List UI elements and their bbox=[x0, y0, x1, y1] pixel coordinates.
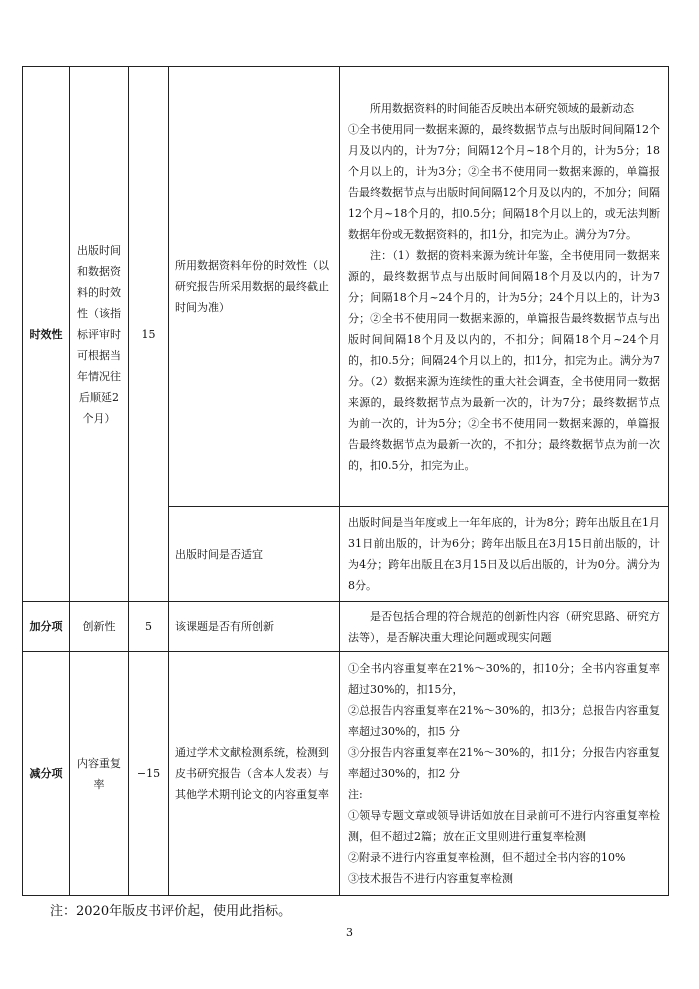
category-deduction: 减分项 bbox=[23, 652, 70, 896]
indicator-duplication: 内容重复率 bbox=[70, 652, 129, 896]
rule-paragraph: ①全书内容重复率在21%～30%的，扣10分；全书内容重复率超过30%的，扣15分， bbox=[348, 662, 660, 696]
rule-data-timeliness bbox=[340, 67, 669, 507]
point-duplication: 通过学术文献检测系统，检测到皮书研究报告（含本人发表）与其他学术期刊论文的内容重复率 bbox=[169, 652, 340, 896]
score-bonus: 5 bbox=[129, 602, 169, 652]
page-number: 3 bbox=[346, 926, 353, 939]
category-timeliness: 时效性 bbox=[23, 67, 70, 602]
indicator-timeliness: 出版时间和数据资料的时效性（该指标评审时可根据当年情况往后顺延2个月） bbox=[70, 67, 129, 602]
rule-paragraph: ①全书使用同一数据来源的，最终数据节点与出版时间间隔12个月及以内的，计为7分；间隔12个月~18个月的，计为5分；18个月以上的，计为3分；②全书不使用同一数据来源的，单篇报告最终数据节点与出版时间间隔12个月及以内的，不加分；间隔12个月~18个月的，扣0.5分；间隔18个月以上的，或无法判断数据年份或无数据资料的，扣1分，扣完为止。满分为7分。 bbox=[348, 122, 660, 241]
rule-paragraph: 注：（1）数据的资料来源为统计年鉴，全书使用同一数据来源的，最终数据节点与出版时间间隔18个月及以内的，计为7分；间隔18个月~24个月的，计为5分；24个月以上的，计为3分；②全书不使用同一数据来源的，单篇报告最终数据节点与出版时间间隔18个月及以内的，不扣分；间隔18个月~24个月的，扣0.5分；间隔24个月以上的，扣1分，扣完为止。满分为7分。（2）数据来源为连续性的重大社会调查，全书使用同一数据来源的，最终数据节点为最新一次的，计为7分；最终数据节点为前一次的，计为5分；②全书不使用同一数据来源的，单篇报告最终数据节点为最新一次的，不扣分；最终数据节点为前一次的，扣0.5分，扣完为止。 bbox=[348, 248, 660, 472]
point-innovation: 该课题是否有所创新 bbox=[169, 602, 340, 652]
footnote: 注：2020年版皮书评价起，使用此指标。 bbox=[50, 904, 292, 919]
table-row bbox=[23, 652, 669, 896]
rule-paragraph: 所用数据资料的时间能否反映出本研究领域的最新动态 bbox=[370, 101, 634, 115]
table-row bbox=[23, 67, 669, 507]
rule-paragraph: ②总报告内容重复率在21%～30%的，扣3分；总报告内容重复率超过30%的，扣5 分 bbox=[348, 704, 660, 738]
evaluation-table bbox=[22, 66, 669, 896]
point-publish-time: 出版时间是否适宜 bbox=[169, 507, 340, 602]
table-row bbox=[23, 602, 669, 652]
rule-innovation: 是否包括合理的符合规范的创新性内容（研究思路、研究方法等），是否解决重大理论问题或现实问题 bbox=[340, 602, 669, 652]
rule-paragraph: ①领导专题文章或领导讲话如放在目录前可不进行内容重复率检测，但不超过2篇；放在正文里则进行重复率检测 bbox=[348, 809, 660, 843]
rule-duplication bbox=[340, 652, 669, 896]
rule-paragraph: ③分报告内容重复率在21%～30%的，扣1分；分报告内容重复率超过30%的，扣2 分 bbox=[348, 746, 660, 780]
score-deduction: −15 bbox=[129, 652, 169, 896]
rule-paragraph: ②附录不进行内容重复率检测，但不超过全书内容的10% bbox=[348, 851, 626, 864]
rule-paragraph: 注: bbox=[348, 788, 363, 801]
score-timeliness: 15 bbox=[129, 67, 169, 602]
category-bonus: 加分项 bbox=[23, 602, 70, 652]
rule-publish-time: 出版时间是当年度或上一年年底的，计为8分；跨年出版且在1月31日前出版的，计为6分；跨年出版且在3月15日前出版的，计为4分；跨年出版且在3月15日及以后出版的，计为0分。满分为8分。 bbox=[340, 507, 669, 602]
rule-paragraph: ③技术报告不进行内容重复率检测 bbox=[348, 872, 513, 885]
point-data-timeliness: 所用数据资料年份的时效性（以研究报告所采用数据的最终截止时间为准） bbox=[169, 67, 340, 507]
indicator-innovation: 创新性 bbox=[70, 602, 129, 652]
